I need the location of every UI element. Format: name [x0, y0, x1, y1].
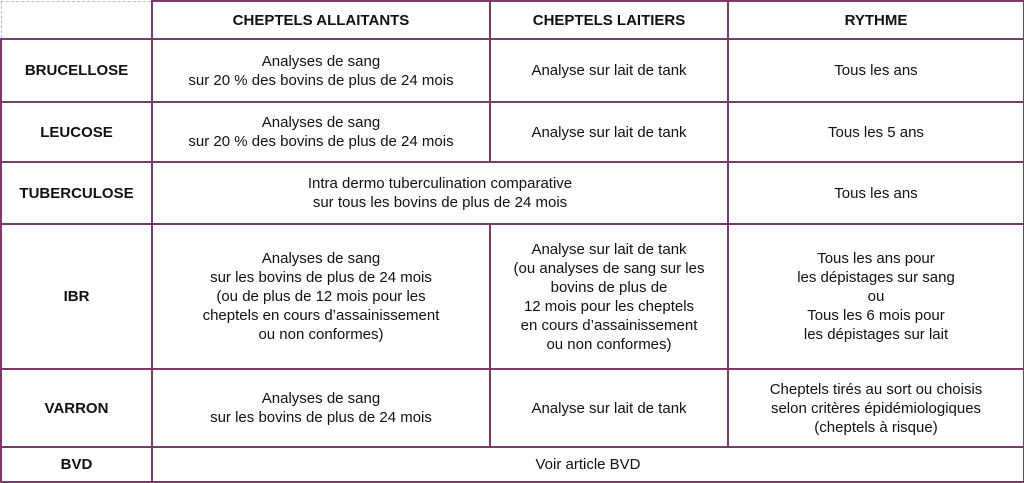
cell-laitiers: Analyse sur lait de tank [490, 39, 728, 102]
cell-line: selon critères épidémiologiques [770, 399, 982, 417]
row-tuberculose [1, 162, 1024, 224]
cell-line: Analyses de sang [261, 390, 381, 407]
cell-line: sur 20 % des bovins de plus de 24 mois [188, 71, 454, 89]
disease-name: TUBERCULOSE [1, 162, 152, 224]
cell-laitiers [490, 224, 728, 369]
corner-cell [1, 1, 152, 39]
disease-name: VARRON [1, 369, 152, 447]
cell-line: sur tous les bovins de plus de 24 mois [312, 194, 568, 211]
cell-line: sur les bovins de plus de 24 mois [210, 269, 432, 286]
cell-allaitants [152, 369, 490, 447]
cell-line: sur les bovins de plus de 24 mois [210, 409, 432, 426]
cell-rythme [728, 369, 1024, 447]
cell-line: en cours d’assainissement [520, 316, 698, 334]
cell-line: Analyses de sang [261, 114, 381, 131]
disease-name: BRUCELLOSE [1, 39, 152, 102]
cell-rythme [728, 224, 1024, 369]
cell-line: ou non conformes) [258, 326, 384, 343]
cell-allaitants [152, 224, 490, 369]
header-allaitants: CHEPTELS ALLAITANTS [152, 1, 490, 39]
cell-line: (ou analyses de sang sur les [513, 259, 705, 277]
row-brucellose [1, 39, 1024, 102]
header-rythme: RYTHME [728, 1, 1024, 39]
disease-name: BVD [1, 447, 152, 482]
cell-allaitants [152, 39, 490, 102]
cell-line: ou [867, 288, 885, 305]
cell-line: Analyses de sang [261, 52, 381, 70]
row-leucose [1, 102, 1024, 162]
row-varron [1, 369, 1024, 447]
row-ibr [1, 224, 1024, 369]
cell-line: Intra dermo tuberculination comparative [307, 175, 573, 192]
cell-rythme: Tous les ans [728, 162, 1024, 224]
cell-rythme: Tous les 5 ans [728, 102, 1024, 162]
disease-name: IBR [1, 224, 152, 369]
cell-rythme: Tous les ans [728, 39, 1024, 102]
cell-laitiers: Analyse sur lait de tank [490, 102, 728, 162]
header-laitiers: CHEPTELS LAITIERS [490, 1, 728, 39]
cell-line: Cheptels tirés au sort ou choisis [769, 380, 983, 398]
cell-line: cheptels en cours d’assainissement [202, 307, 440, 324]
cell-line: (cheptels à risque) [814, 418, 938, 436]
cell-allaitants [152, 102, 490, 162]
cell-line: ou non conformes) [546, 335, 672, 353]
cell-line: sur 20 % des bovins de plus de 24 mois [188, 133, 454, 150]
cell-line: les dépistages sur lait [803, 326, 949, 343]
cell-laitiers: Analyse sur lait de tank [490, 369, 728, 447]
cell-line: Analyses de sang [261, 250, 381, 267]
cell-line: 12 mois pour les cheptels [523, 297, 695, 315]
header-row [1, 1, 1024, 39]
row-bvd [1, 447, 1024, 482]
cell-line: Analyse sur lait de tank [531, 240, 687, 258]
cell-combined: Voir article BVD [152, 447, 1024, 482]
disease-name: LEUCOSE [1, 102, 152, 162]
cell-line: Tous les ans pour [817, 250, 935, 267]
cell-line: les dépistages sur sang [797, 269, 955, 286]
cell-line: bovins de plus de [550, 278, 668, 296]
cell-combined [152, 162, 728, 224]
cell-line: Tous les 6 mois pour [807, 307, 945, 324]
cell-line: (ou de plus de 12 mois pour les [216, 288, 426, 305]
